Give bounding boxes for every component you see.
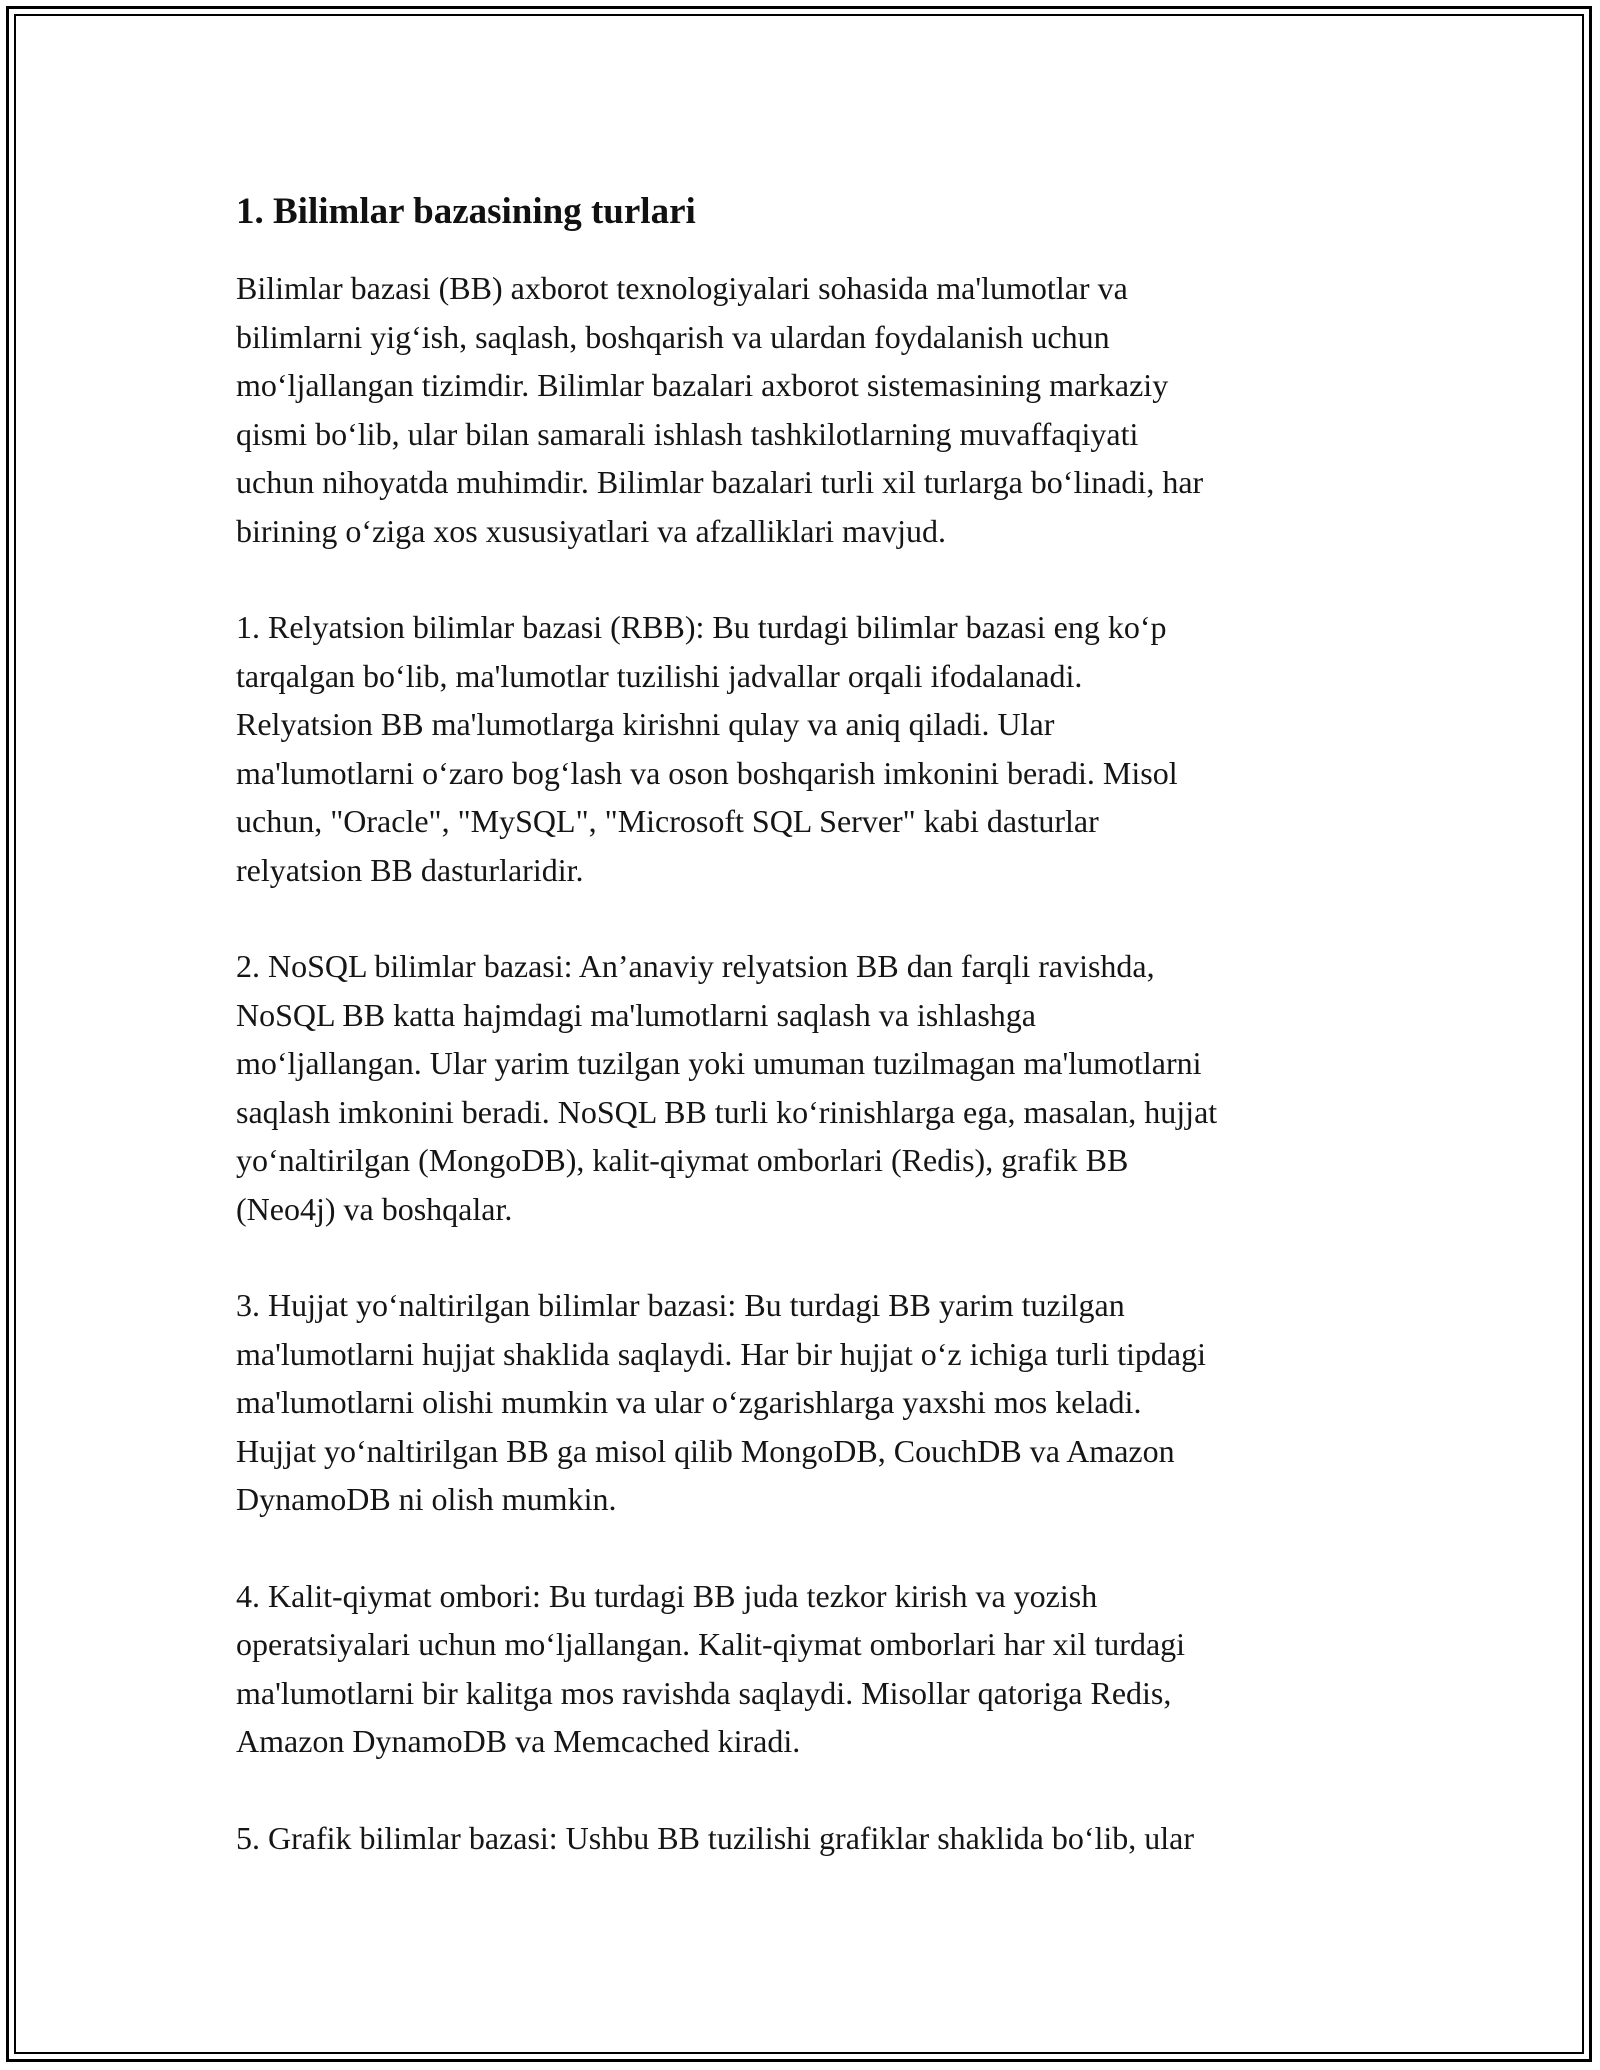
- list-item-nosql: 2. NoSQL bilimlar bazasi: An’anaviy relyatsion BB dan farqli ravishda, NoSQL BB katta hajmdagi ma'lumotlarni saqlash va ishlashga mo‘ljallangan. Ular yarim tuzilgan yoki umuman tuzilmagan ma'lumotlarni saqlash imkonini beradi. NoSQL BB turli ko‘rinishlarga ega, masalan, hujjat yo‘naltirilgan (MongoDB), kalit-qiymat omborlari (Redis), grafik BB (Neo4j) va boshqalar.: [236, 948, 1218, 1227]
- list-item-key-value: 4. Kalit-qiymat ombori: Bu turdagi BB juda tezkor kirish va yozish operatsiyalari uchun mo‘ljallangan. Kalit-qiymat omborlari har xil turdagi ma'lumotlarni bir kalitga mos ravishda saqlaydi. Misollar qatoriga Redis, Amazon DynamoDB va Memcached kiradi.: [236, 1577, 1186, 1759]
- section-heading: 1. Bilimlar bazasining turlari: [236, 191, 696, 232]
- document-body: [236, 186, 1376, 1910]
- list-item-document-oriented: 3. Hujjat yo‘naltirilgan bilimlar bazasi: Bu turdagi BB yarim tuzilgan ma'lumotlarni hujjat shaklida saqlaydi. Har bir hujjat o‘z ichiga turli tipdagi ma'lumotlarni olishi mumkin va ular o‘zgarishlarga yaxshi mos keladi. Hujjat yo‘naltirilgan BB ga misol qilib MongoDB, CouchDB va Amazon DynamoDB ni olish mumkin.: [236, 1287, 1206, 1517]
- list-item-relational: 1. Relyatsion bilimlar bazasi (RBB): Bu turdagi bilimlar bazasi eng ko‘p tarqalgan bo‘lib, ma'lumotlar tuzilishi jadvallar orqali ifodalanadi. Relyatsion BB ma'lumotlarga kirishni qulay va aniq qiladi. Ular ma'lumotlarni o‘zaro bog‘lash va oson boshqarish imkonini beradi. Misol uchun, "Oracle", "MySQL", "Microsoft SQL Server" kabi dasturlar relyatsion BB dasturlaridir.: [236, 609, 1178, 888]
- list-item-graph: 5. Grafik bilimlar bazasi: Ushbu BB tuzilishi grafiklar shaklida bo‘lib, ular: [236, 1819, 1195, 1856]
- intro-paragraph: Bilimlar bazasi (BB) axborot texnologiyalari sohasida ma'lumotlar va bilimlarni yig‘ish, saqlash, boshqarish va ulardan foydalanish uchun mo‘ljallangan tizimdir. Bilimlar bazalari axborot sistemasining markaziy qismi bo‘lib, ular bilan samarali ishlash tashkilotlarning muvaffaqiyati uchun nihoyatda muhimdir. Bilimlar bazalari turli xil turlarga bo‘linadi, har birining o‘ziga xos xususiyatlari va afzalliklari mavjud.: [236, 270, 1204, 549]
